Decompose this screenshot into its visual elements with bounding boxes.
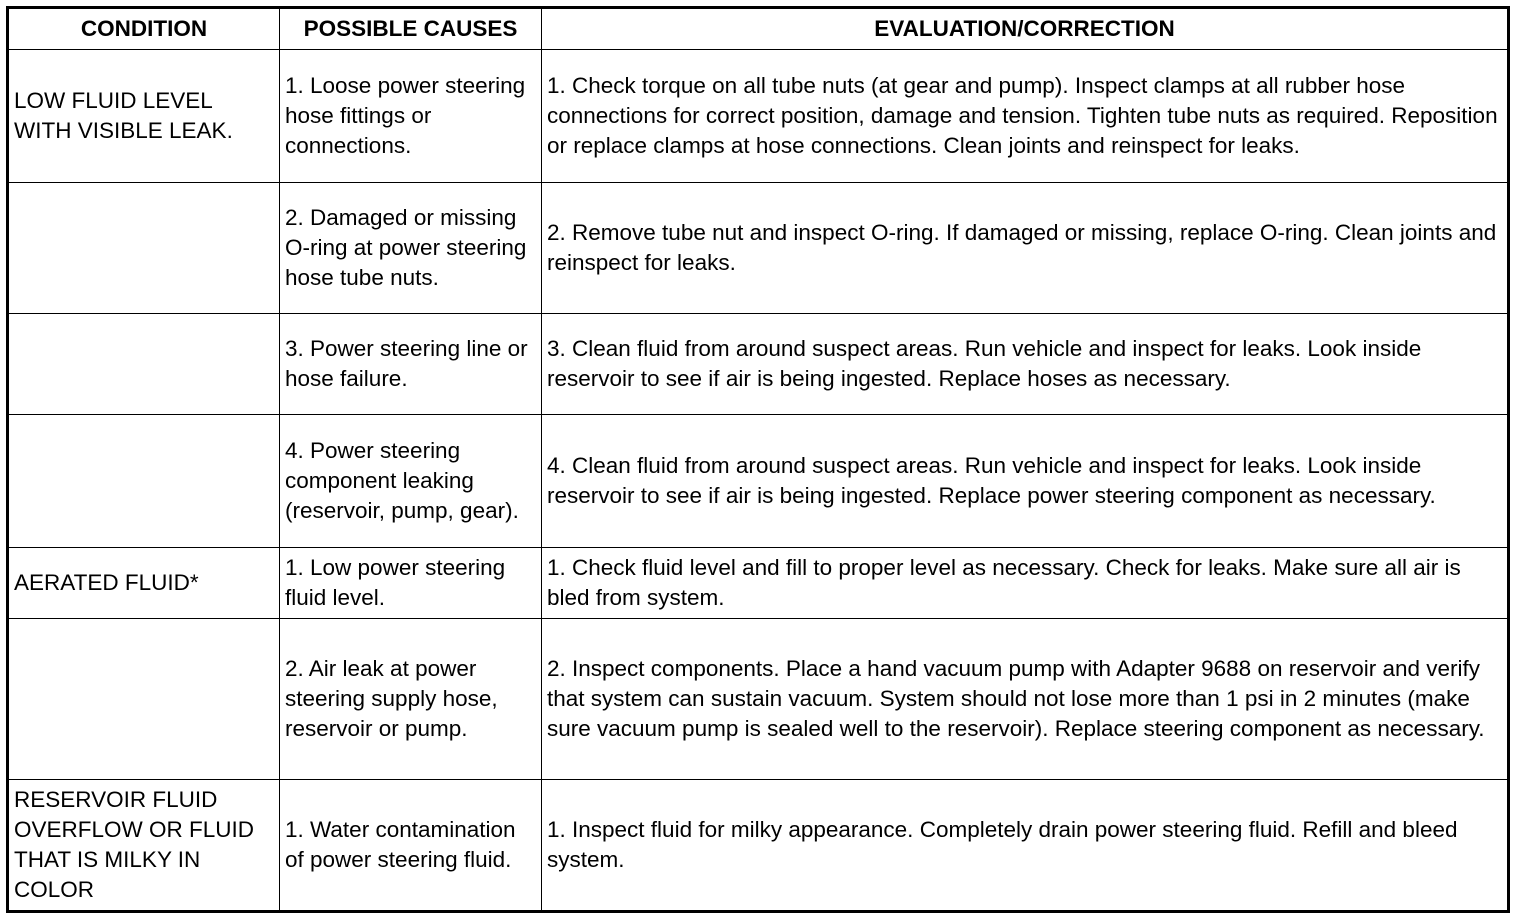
cause-cell: 2. Air leak at power steering supply hose, reservoir or pump.: [280, 619, 542, 780]
condition-cell: [8, 183, 280, 314]
table-row: [8, 619, 1509, 780]
cause-cell: 2. Damaged or missing O-ring at power steering hose tube nuts.: [280, 183, 542, 314]
correction-cell: 2. Remove tube nut and inspect O-ring. If damaged or missing, replace O-ring. Clean joints and reinspect for leaks.: [542, 183, 1509, 314]
correction-cell: 1. Check fluid level and fill to proper level as necessary. Check for leaks. Make sure all air is bled from system.: [542, 548, 1509, 619]
cause-cell: 3. Power steering line or hose failure.: [280, 314, 542, 415]
header-condition: CONDITION: [8, 8, 280, 50]
correction-cell: 3. Clean fluid from around suspect areas. Run vehicle and inspect for leaks. Look inside reservoir to see if air is being ingested. Replace hoses as necessary.: [542, 314, 1509, 415]
condition-cell: RESERVOIR FLUID OVERFLOW OR FLUID THAT IS MILKY IN COLOR: [8, 780, 280, 912]
header-evaluation-correction: EVALUATION/CORRECTION: [542, 8, 1509, 50]
table-row: [8, 780, 1509, 912]
correction-cell: 2. Inspect components. Place a hand vacuum pump with Adapter 9688 on reservoir and verify that system can sustain vacuum. System should not lose more than 1 psi in 2 minutes (make sure vacuum pump is sealed well to the reservoir). Replace steering component as necessary.: [542, 619, 1509, 780]
condition-cell: [8, 619, 280, 780]
header-possible-causes: POSSIBLE CAUSES: [280, 8, 542, 50]
header-row: [8, 8, 1509, 50]
cause-cell: 1. Loose power steering hose fittings or connections.: [280, 50, 542, 183]
table-row: [8, 548, 1509, 619]
table-row: [8, 314, 1509, 415]
condition-cell: [8, 415, 280, 548]
table-row: [8, 183, 1509, 314]
cause-cell: 1. Low power steering fluid level.: [280, 548, 542, 619]
condition-cell: LOW FLUID LEVEL WITH VISIBLE LEAK.: [8, 50, 280, 183]
table-row: [8, 415, 1509, 548]
table-row: [8, 50, 1509, 183]
correction-cell: 4. Clean fluid from around suspect areas. Run vehicle and inspect for leaks. Look inside reservoir to see if air is being ingested. Replace power steering component as necessary.: [542, 415, 1509, 548]
correction-cell: 1. Inspect fluid for milky appearance. Completely drain power steering fluid. Refill and bleed system.: [542, 780, 1509, 912]
correction-cell: 1. Check torque on all tube nuts (at gear and pump). Inspect clamps at all rubber hose connections for correct position, damage and tension. Tighten tube nuts as required. Reposition or replace clamps at hose connections. Clean joints and reinspect for leaks.: [542, 50, 1509, 183]
condition-cell: AERATED FLUID*: [8, 548, 280, 619]
condition-cell: [8, 314, 280, 415]
cause-cell: 4. Power steering component leaking (reservoir, pump, gear).: [280, 415, 542, 548]
diagnosis-table: [6, 6, 1510, 913]
cause-cell: 1. Water contamination of power steering fluid.: [280, 780, 542, 912]
